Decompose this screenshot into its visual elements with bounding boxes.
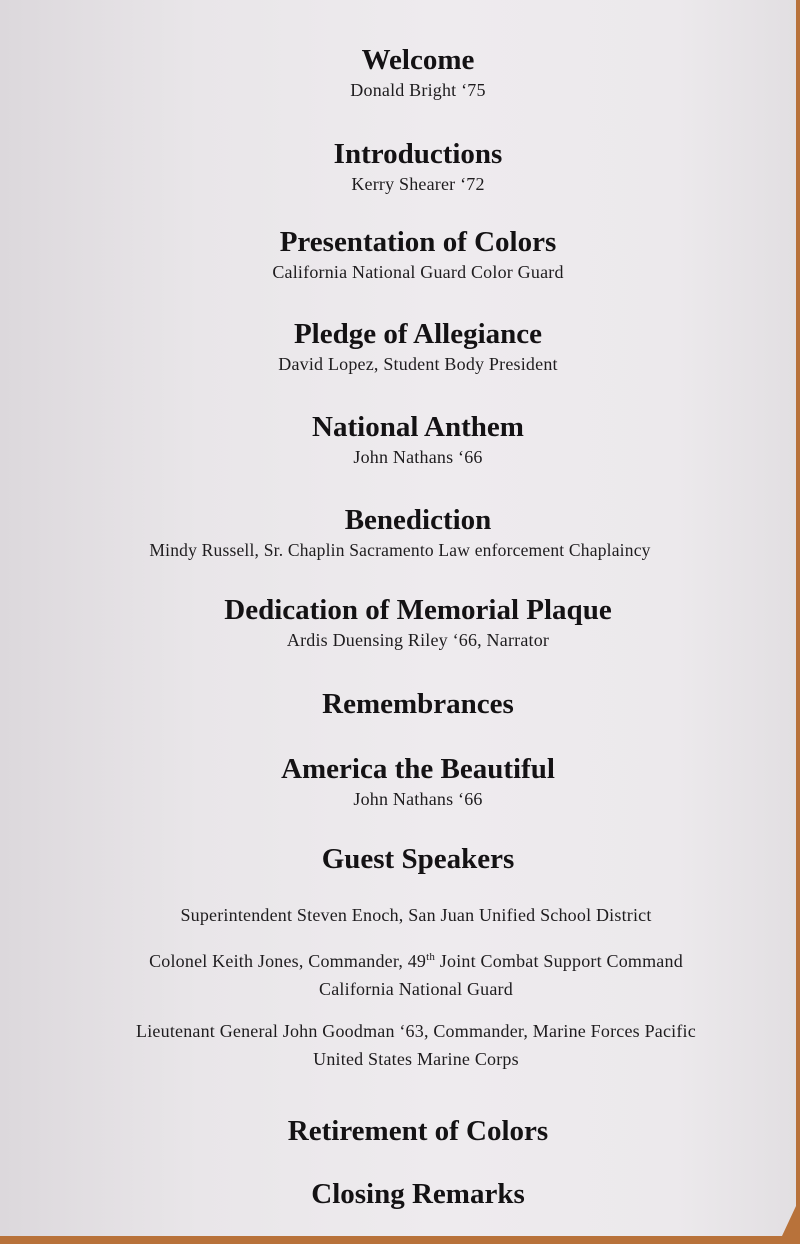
speaker-affiliation: California National Guard: [319, 979, 513, 999]
speaker-line: Lieutenant General John Goodman ‘63, Commander, Marine Forces Pacific: [136, 1021, 696, 1041]
section-subtitle: Donald Bright ‘75: [350, 80, 486, 100]
section-heading: America the Beautiful: [281, 753, 555, 785]
section-subtitle: Kerry Shearer ‘72: [351, 174, 485, 194]
section-benediction: [0, 502, 800, 562]
section-subtitle: Mindy Russell, Sr. Chaplin Sacramento Law enforcement Chaplaincy: [149, 540, 651, 560]
section-heading: Introductions: [333, 138, 503, 170]
section-heading: Remembrances: [322, 688, 514, 720]
section-heading: Guest Speakers: [321, 843, 515, 875]
section-pledge-of-allegiance: [0, 316, 800, 376]
section-welcome: [0, 42, 800, 102]
section-heading: National Anthem: [312, 411, 524, 443]
section-closing-remarks: [0, 1176, 800, 1212]
speaker-line: [0, 943, 800, 975]
section-heading: Dedication of Memorial Plaque: [224, 594, 612, 626]
guest-speaker-list: [0, 901, 800, 1073]
section-introductions: [0, 136, 800, 196]
ordinal-suffix: th: [426, 951, 436, 963]
section-subtitle: California National Guard Color Guard: [272, 262, 564, 282]
section-guest-speakers: [0, 841, 800, 877]
section-heading: Presentation of Colors: [279, 226, 557, 258]
section-heading: Benediction: [344, 504, 492, 536]
section-heading: Welcome: [361, 44, 475, 76]
section-heading: Retirement of Colors: [287, 1115, 549, 1147]
section-heading: Pledge of Allegiance: [293, 318, 543, 350]
page-corner: [782, 1206, 796, 1236]
section-remembrances: [0, 686, 800, 722]
section-heading: Closing Remarks: [311, 1178, 525, 1210]
speaker-line: Superintendent Steven Enoch, San Juan Unified School District: [180, 905, 652, 925]
speaker-line-part: Joint Combat Support Command: [435, 951, 683, 971]
section-america-the-beautiful: [0, 751, 800, 811]
section-national-anthem: [0, 409, 800, 469]
speaker-line-part: Colonel Keith Jones, Commander, 49: [149, 951, 427, 971]
section-subtitle: David Lopez, Student Body President: [278, 354, 558, 374]
section-subtitle: John Nathans ‘66: [353, 447, 483, 467]
section-retirement-of-colors: [0, 1113, 800, 1149]
section-subtitle: Ardis Duensing Riley ‘66, Narrator: [286, 630, 550, 650]
section-presentation-of-colors: [0, 224, 800, 284]
section-dedication-of-memorial-plaque: [0, 592, 800, 652]
speaker-affiliation: United States Marine Corps: [313, 1049, 519, 1069]
section-subtitle: John Nathans ‘66: [353, 789, 483, 809]
